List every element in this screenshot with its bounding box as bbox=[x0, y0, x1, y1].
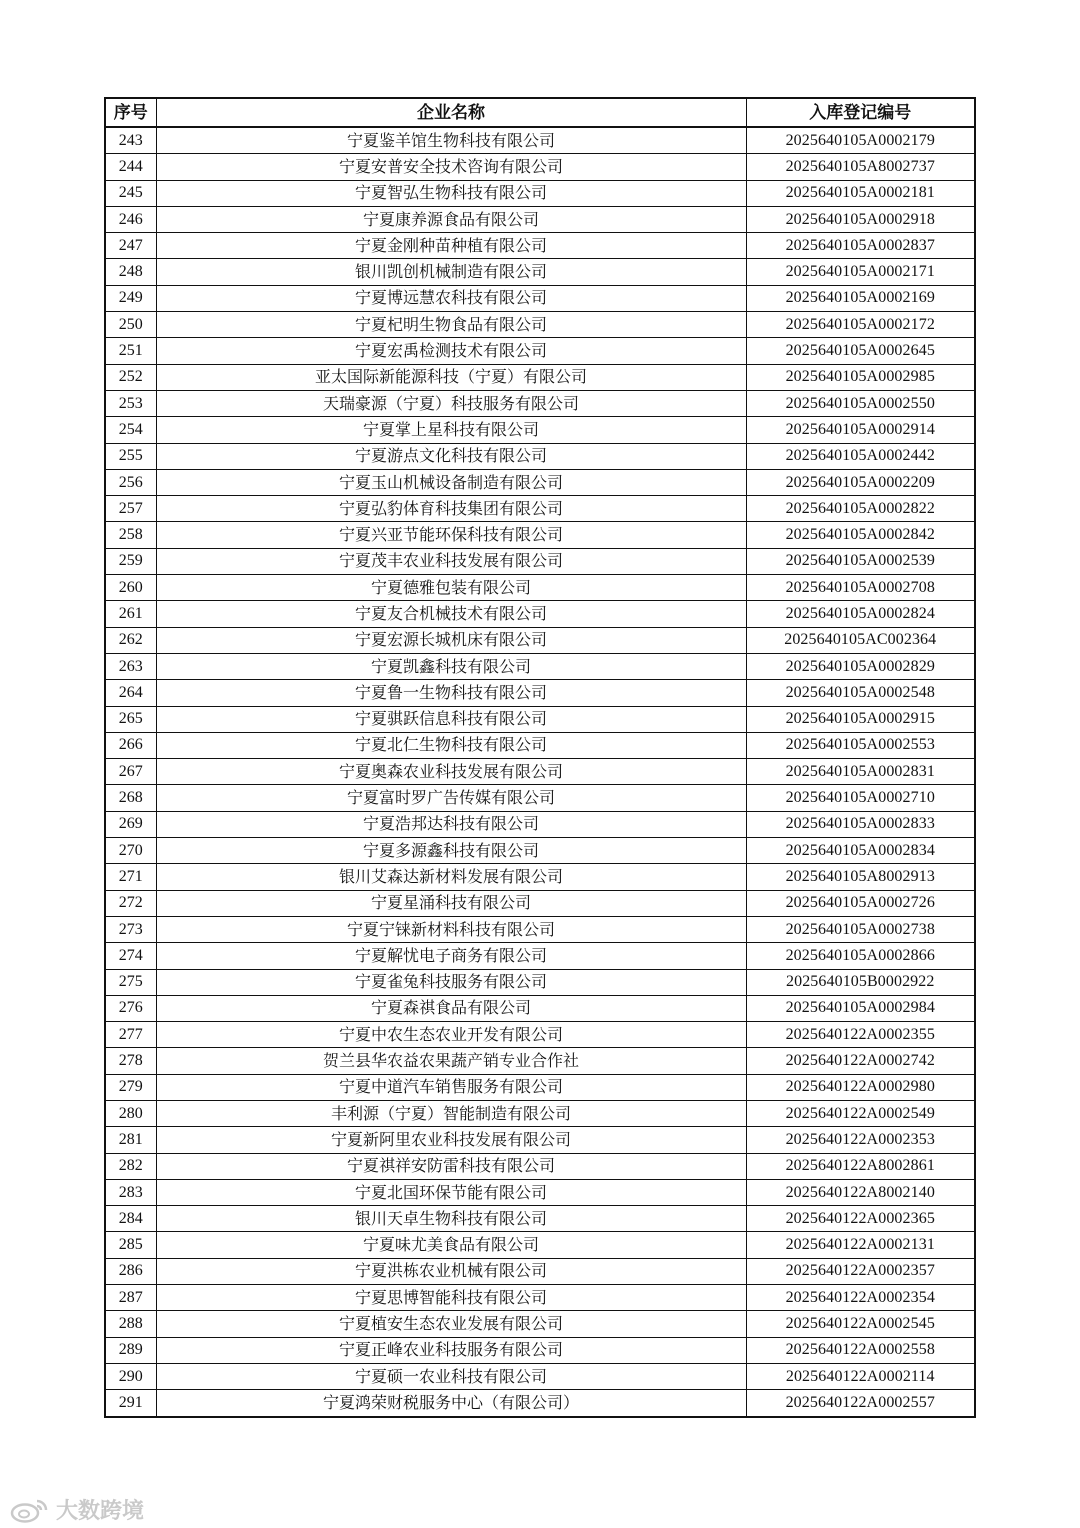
table-row bbox=[105, 1337, 975, 1363]
company-name-cell: 银川艾森达新材料发展有限公司 bbox=[156, 864, 746, 890]
serial-number-cell: 255 bbox=[105, 443, 156, 469]
serial-number-cell: 247 bbox=[105, 233, 156, 259]
company-name-cell: 丰利源（宁夏）智能制造有限公司 bbox=[156, 1100, 746, 1126]
table-row bbox=[105, 417, 975, 443]
serial-number-cell: 282 bbox=[105, 1153, 156, 1179]
serial-number-cell: 249 bbox=[105, 285, 156, 311]
registration-number-cell: 2025640122A0002353 bbox=[746, 1127, 975, 1153]
table-row bbox=[105, 759, 975, 785]
serial-number-cell: 274 bbox=[105, 943, 156, 969]
table-row bbox=[105, 864, 975, 890]
company-name-cell: 宁夏玉山机械设备制造有限公司 bbox=[156, 469, 746, 495]
table-row bbox=[105, 285, 975, 311]
serial-number-cell: 263 bbox=[105, 653, 156, 679]
company-name-cell: 宁夏安普安全技术咨询有限公司 bbox=[156, 154, 746, 180]
company-name-cell: 宁夏骐跃信息科技有限公司 bbox=[156, 706, 746, 732]
company-name-cell: 宁夏植安生态农业发展有限公司 bbox=[156, 1311, 746, 1337]
table-row bbox=[105, 1390, 975, 1417]
serial-number-cell: 278 bbox=[105, 1048, 156, 1074]
serial-number-cell: 283 bbox=[105, 1179, 156, 1205]
table-row bbox=[105, 838, 975, 864]
company-name-cell: 宁夏硕一农业科技有限公司 bbox=[156, 1363, 746, 1389]
table-row bbox=[105, 1022, 975, 1048]
table-row bbox=[105, 1232, 975, 1258]
table-row bbox=[105, 548, 975, 574]
table-row bbox=[105, 1206, 975, 1232]
table-row bbox=[105, 1127, 975, 1153]
table-row bbox=[105, 338, 975, 364]
table-row bbox=[105, 154, 975, 180]
company-name-cell: 贺兰县华农益农果蔬产销专业合作社 bbox=[156, 1048, 746, 1074]
table-row bbox=[105, 127, 975, 154]
table-header-row bbox=[105, 98, 975, 127]
company-name-cell: 宁夏掌上星科技有限公司 bbox=[156, 417, 746, 443]
table-row bbox=[105, 390, 975, 416]
enterprise-table bbox=[104, 97, 976, 1418]
table-row bbox=[105, 180, 975, 206]
company-name-cell: 宁夏北国环保节能有限公司 bbox=[156, 1179, 746, 1205]
serial-number-cell: 261 bbox=[105, 601, 156, 627]
serial-number-cell: 265 bbox=[105, 706, 156, 732]
table-body bbox=[105, 127, 975, 1417]
serial-number-cell: 289 bbox=[105, 1337, 156, 1363]
registration-number-cell: 2025640105A0002834 bbox=[746, 838, 975, 864]
table-row bbox=[105, 890, 975, 916]
company-name-cell: 宁夏北仁生物科技有限公司 bbox=[156, 732, 746, 758]
registration-number-cell: 2025640105A0002833 bbox=[746, 811, 975, 837]
registration-number-cell: 2025640105A0002172 bbox=[746, 312, 975, 338]
registration-number-cell: 2025640122A0002354 bbox=[746, 1285, 975, 1311]
registration-number-cell: 2025640105A0002866 bbox=[746, 943, 975, 969]
table-row bbox=[105, 601, 975, 627]
company-name-cell: 宁夏鸿荣财税服务中心（有限公司） bbox=[156, 1390, 746, 1417]
table-row bbox=[105, 1048, 975, 1074]
company-name-cell: 宁夏奥森农业科技发展有限公司 bbox=[156, 759, 746, 785]
registration-number-cell: 2025640122A0002545 bbox=[746, 1311, 975, 1337]
serial-number-cell: 243 bbox=[105, 127, 156, 154]
table-row bbox=[105, 811, 975, 837]
serial-number-cell: 250 bbox=[105, 312, 156, 338]
registration-number-cell: 2025640122A0002980 bbox=[746, 1074, 975, 1100]
enterprise-list-sheet bbox=[104, 97, 976, 1418]
table-row bbox=[105, 206, 975, 232]
header-registration-number: 入库登记编号 bbox=[746, 98, 975, 127]
serial-number-cell: 273 bbox=[105, 916, 156, 942]
table-row bbox=[105, 1311, 975, 1337]
serial-number-cell: 266 bbox=[105, 732, 156, 758]
registration-number-cell: 2025640105A0002645 bbox=[746, 338, 975, 364]
table-row bbox=[105, 496, 975, 522]
company-name-cell: 宁夏多源鑫科技有限公司 bbox=[156, 838, 746, 864]
table-row bbox=[105, 732, 975, 758]
registration-number-cell: 2025640105A0002822 bbox=[746, 496, 975, 522]
registration-number-cell: 2025640105A0002171 bbox=[746, 259, 975, 285]
registration-number-cell: 2025640122A0002114 bbox=[746, 1363, 975, 1389]
serial-number-cell: 248 bbox=[105, 259, 156, 285]
serial-number-cell: 275 bbox=[105, 969, 156, 995]
table-row bbox=[105, 259, 975, 285]
company-name-cell: 天瑞豪源（宁夏）科技服务有限公司 bbox=[156, 390, 746, 416]
registration-number-cell: 2025640122A0002355 bbox=[746, 1022, 975, 1048]
registration-number-cell: 2025640105A0002824 bbox=[746, 601, 975, 627]
serial-number-cell: 253 bbox=[105, 390, 156, 416]
registration-number-cell: 2025640105A0002831 bbox=[746, 759, 975, 785]
serial-number-cell: 257 bbox=[105, 496, 156, 522]
company-name-cell: 银川凯创机械制造有限公司 bbox=[156, 259, 746, 285]
registration-number-cell: 2025640105A8002913 bbox=[746, 864, 975, 890]
serial-number-cell: 254 bbox=[105, 417, 156, 443]
registration-number-cell: 2025640105A0002169 bbox=[746, 285, 975, 311]
serial-number-cell: 286 bbox=[105, 1258, 156, 1284]
serial-number-cell: 268 bbox=[105, 785, 156, 811]
company-name-cell: 宁夏味尤美食品有限公司 bbox=[156, 1232, 746, 1258]
company-name-cell: 宁夏德雅包装有限公司 bbox=[156, 575, 746, 601]
registration-number-cell: 2025640105A0002915 bbox=[746, 706, 975, 732]
registration-number-cell: 2025640105A0002553 bbox=[746, 732, 975, 758]
company-name-cell: 宁夏鉴羊馆生物科技有限公司 bbox=[156, 127, 746, 154]
serial-number-cell: 267 bbox=[105, 759, 156, 785]
registration-number-cell: 2025640105A0002550 bbox=[746, 390, 975, 416]
registration-number-cell: 2025640105A0002179 bbox=[746, 127, 975, 154]
company-name-cell: 宁夏新阿里农业科技发展有限公司 bbox=[156, 1127, 746, 1153]
registration-number-cell: 2025640122A0002557 bbox=[746, 1390, 975, 1417]
serial-number-cell: 259 bbox=[105, 548, 156, 574]
registration-number-cell: 2025640105A0002829 bbox=[746, 653, 975, 679]
serial-number-cell: 256 bbox=[105, 469, 156, 495]
serial-number-cell: 245 bbox=[105, 180, 156, 206]
company-name-cell: 宁夏茂丰农业科技发展有限公司 bbox=[156, 548, 746, 574]
company-name-cell: 宁夏洪栋农业机械有限公司 bbox=[156, 1258, 746, 1284]
company-name-cell: 宁夏杞明生物食品有限公司 bbox=[156, 312, 746, 338]
registration-number-cell: 2025640122A8002140 bbox=[746, 1179, 975, 1205]
registration-number-cell: 2025640105A0002738 bbox=[746, 916, 975, 942]
registration-number-cell: 2025640105A0002984 bbox=[746, 995, 975, 1021]
company-name-cell: 亚太国际新能源科技（宁夏）有限公司 bbox=[156, 364, 746, 390]
table-row bbox=[105, 916, 975, 942]
serial-number-cell: 270 bbox=[105, 838, 156, 864]
table-row bbox=[105, 969, 975, 995]
weibo-logo-icon bbox=[10, 1497, 50, 1523]
registration-number-cell: 2025640105A0002985 bbox=[746, 364, 975, 390]
serial-number-cell: 285 bbox=[105, 1232, 156, 1258]
serial-number-cell: 279 bbox=[105, 1074, 156, 1100]
table-row bbox=[105, 1100, 975, 1126]
serial-number-cell: 287 bbox=[105, 1285, 156, 1311]
company-name-cell: 宁夏中农生态农业开发有限公司 bbox=[156, 1022, 746, 1048]
table-row bbox=[105, 469, 975, 495]
registration-number-cell: 2025640122A0002131 bbox=[746, 1232, 975, 1258]
registration-number-cell: 2025640105A0002914 bbox=[746, 417, 975, 443]
registration-number-cell: 2025640105A0002539 bbox=[746, 548, 975, 574]
table-row bbox=[105, 443, 975, 469]
registration-number-cell: 2025640105A0002442 bbox=[746, 443, 975, 469]
registration-number-cell: 2025640122A0002549 bbox=[746, 1100, 975, 1126]
header-serial-number: 序号 bbox=[105, 98, 156, 127]
company-name-cell: 宁夏游点文化科技有限公司 bbox=[156, 443, 746, 469]
company-name-cell: 宁夏弘豹体育科技集团有限公司 bbox=[156, 496, 746, 522]
table-row bbox=[105, 1285, 975, 1311]
table-row bbox=[105, 1258, 975, 1284]
company-name-cell: 宁夏浩邦达科技有限公司 bbox=[156, 811, 746, 837]
registration-number-cell: 2025640122A0002558 bbox=[746, 1337, 975, 1363]
registration-number-cell: 2025640105A0002708 bbox=[746, 575, 975, 601]
registration-number-cell: 2025640105A0002710 bbox=[746, 785, 975, 811]
company-name-cell: 宁夏中道汽车销售服务有限公司 bbox=[156, 1074, 746, 1100]
table-row bbox=[105, 995, 975, 1021]
company-name-cell: 宁夏宏禹检测技术有限公司 bbox=[156, 338, 746, 364]
table-row bbox=[105, 575, 975, 601]
company-name-cell: 宁夏宁铼新材料科技有限公司 bbox=[156, 916, 746, 942]
serial-number-cell: 276 bbox=[105, 995, 156, 1021]
table-row bbox=[105, 627, 975, 653]
company-name-cell: 宁夏金刚种苗种植有限公司 bbox=[156, 233, 746, 259]
serial-number-cell: 277 bbox=[105, 1022, 156, 1048]
table-row bbox=[105, 312, 975, 338]
serial-number-cell: 251 bbox=[105, 338, 156, 364]
registration-number-cell: 2025640105A0002837 bbox=[746, 233, 975, 259]
company-name-cell: 银川天卓生物科技有限公司 bbox=[156, 1206, 746, 1232]
serial-number-cell: 258 bbox=[105, 522, 156, 548]
header-company-name: 企业名称 bbox=[156, 98, 746, 127]
serial-number-cell: 246 bbox=[105, 206, 156, 232]
registration-number-cell: 2025640105A0002209 bbox=[746, 469, 975, 495]
company-name-cell: 宁夏宏源长城机床有限公司 bbox=[156, 627, 746, 653]
registration-number-cell: 2025640105AC002364 bbox=[746, 627, 975, 653]
table-row bbox=[105, 680, 975, 706]
company-name-cell: 宁夏解忧电子商务有限公司 bbox=[156, 943, 746, 969]
registration-number-cell: 2025640122A0002365 bbox=[746, 1206, 975, 1232]
company-name-cell: 宁夏凯鑫科技有限公司 bbox=[156, 653, 746, 679]
company-name-cell: 宁夏星涌科技有限公司 bbox=[156, 890, 746, 916]
table-row bbox=[105, 522, 975, 548]
table-row bbox=[105, 233, 975, 259]
registration-number-cell: 2025640105A0002918 bbox=[746, 206, 975, 232]
serial-number-cell: 272 bbox=[105, 890, 156, 916]
company-name-cell: 宁夏富时罗广告传媒有限公司 bbox=[156, 785, 746, 811]
table-row bbox=[105, 653, 975, 679]
registration-number-cell: 2025640105A0002726 bbox=[746, 890, 975, 916]
table-row bbox=[105, 1153, 975, 1179]
serial-number-cell: 284 bbox=[105, 1206, 156, 1232]
serial-number-cell: 262 bbox=[105, 627, 156, 653]
registration-number-cell: 2025640105A0002548 bbox=[746, 680, 975, 706]
company-name-cell: 宁夏友合机械技术有限公司 bbox=[156, 601, 746, 627]
registration-number-cell: 2025640105B0002922 bbox=[746, 969, 975, 995]
serial-number-cell: 280 bbox=[105, 1100, 156, 1126]
registration-number-cell: 2025640122A8002861 bbox=[746, 1153, 975, 1179]
serial-number-cell: 281 bbox=[105, 1127, 156, 1153]
serial-number-cell: 252 bbox=[105, 364, 156, 390]
table-row bbox=[105, 1074, 975, 1100]
company-name-cell: 宁夏雀兔科技服务有限公司 bbox=[156, 969, 746, 995]
registration-number-cell: 2025640105A0002842 bbox=[746, 522, 975, 548]
company-name-cell: 宁夏兴亚节能环保科技有限公司 bbox=[156, 522, 746, 548]
serial-number-cell: 288 bbox=[105, 1311, 156, 1337]
watermark bbox=[10, 1494, 144, 1525]
serial-number-cell: 271 bbox=[105, 864, 156, 890]
registration-number-cell: 2025640122A0002357 bbox=[746, 1258, 975, 1284]
serial-number-cell: 260 bbox=[105, 575, 156, 601]
serial-number-cell: 269 bbox=[105, 811, 156, 837]
registration-number-cell: 2025640105A8002737 bbox=[746, 154, 975, 180]
company-name-cell: 宁夏思博智能科技有限公司 bbox=[156, 1285, 746, 1311]
company-name-cell: 宁夏森祺食品有限公司 bbox=[156, 995, 746, 1021]
table-row bbox=[105, 364, 975, 390]
company-name-cell: 宁夏正峰农业科技服务有限公司 bbox=[156, 1337, 746, 1363]
table-row bbox=[105, 785, 975, 811]
table-row bbox=[105, 1179, 975, 1205]
registration-number-cell: 2025640122A0002742 bbox=[746, 1048, 975, 1074]
serial-number-cell: 290 bbox=[105, 1363, 156, 1389]
table-row bbox=[105, 1363, 975, 1389]
registration-number-cell: 2025640105A0002181 bbox=[746, 180, 975, 206]
company-name-cell: 宁夏祺祥安防雷科技有限公司 bbox=[156, 1153, 746, 1179]
table-row bbox=[105, 706, 975, 732]
company-name-cell: 宁夏智弘生物科技有限公司 bbox=[156, 180, 746, 206]
table-row bbox=[105, 943, 975, 969]
serial-number-cell: 264 bbox=[105, 680, 156, 706]
company-name-cell: 宁夏博远慧农科技有限公司 bbox=[156, 285, 746, 311]
watermark-text: 大数跨境 bbox=[56, 1499, 145, 1524]
company-name-cell: 宁夏鲁一生物科技有限公司 bbox=[156, 680, 746, 706]
serial-number-cell: 291 bbox=[105, 1390, 156, 1417]
serial-number-cell: 244 bbox=[105, 154, 156, 180]
company-name-cell: 宁夏康养源食品有限公司 bbox=[156, 206, 746, 232]
